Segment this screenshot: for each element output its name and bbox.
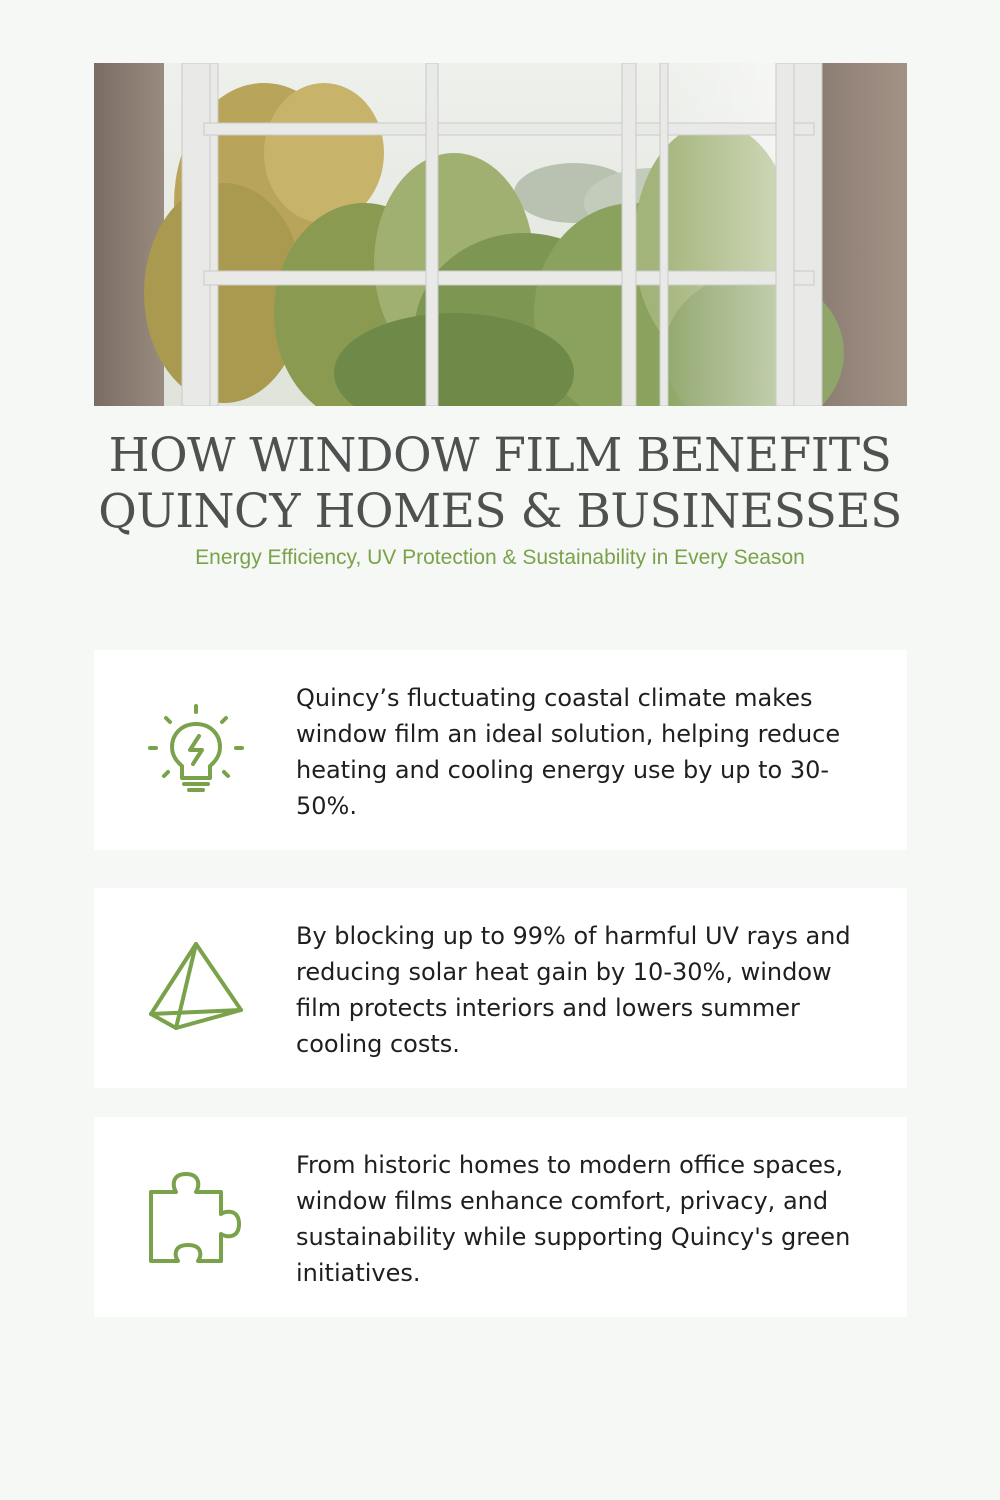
benefit-text-sustainability: From historic homes to modern office spaces, window films enhance comfort, privacy, and sustainability while supporting Quincy's green initiatives. xyxy=(296,1151,851,1287)
pyramid-icon xyxy=(146,938,246,1038)
window-photo xyxy=(94,63,907,406)
page-subtitle: Energy Efficiency, UV Protection & Sustainability in Every Season xyxy=(195,546,805,569)
benefit-text-energy: Quincy’s fluctuating coastal climate makes window film an ideal solution, helping reduce heating and cooling energy use by up to 30-50%. xyxy=(296,684,841,820)
page-title-line-1: HOW WINDOW FILM BENEFITS xyxy=(108,428,892,483)
benefit-card-uv xyxy=(94,888,907,1088)
page-title-line-2: QUINCY HOMES & BUSINESSES xyxy=(98,484,902,539)
benefit-card-energy xyxy=(94,650,907,850)
puzzle-piece-icon xyxy=(146,1167,246,1267)
benefit-card-sustainability xyxy=(94,1117,907,1317)
hero-window-photo xyxy=(94,63,907,406)
benefit-text-uv: By blocking up to 99% of harmful UV rays and reducing solar heat gain by 10-30%, window film protects interiors and lowers summer cooling costs. xyxy=(296,922,851,1058)
lightbulb-energy-icon xyxy=(146,700,246,800)
page-title xyxy=(60,428,940,540)
